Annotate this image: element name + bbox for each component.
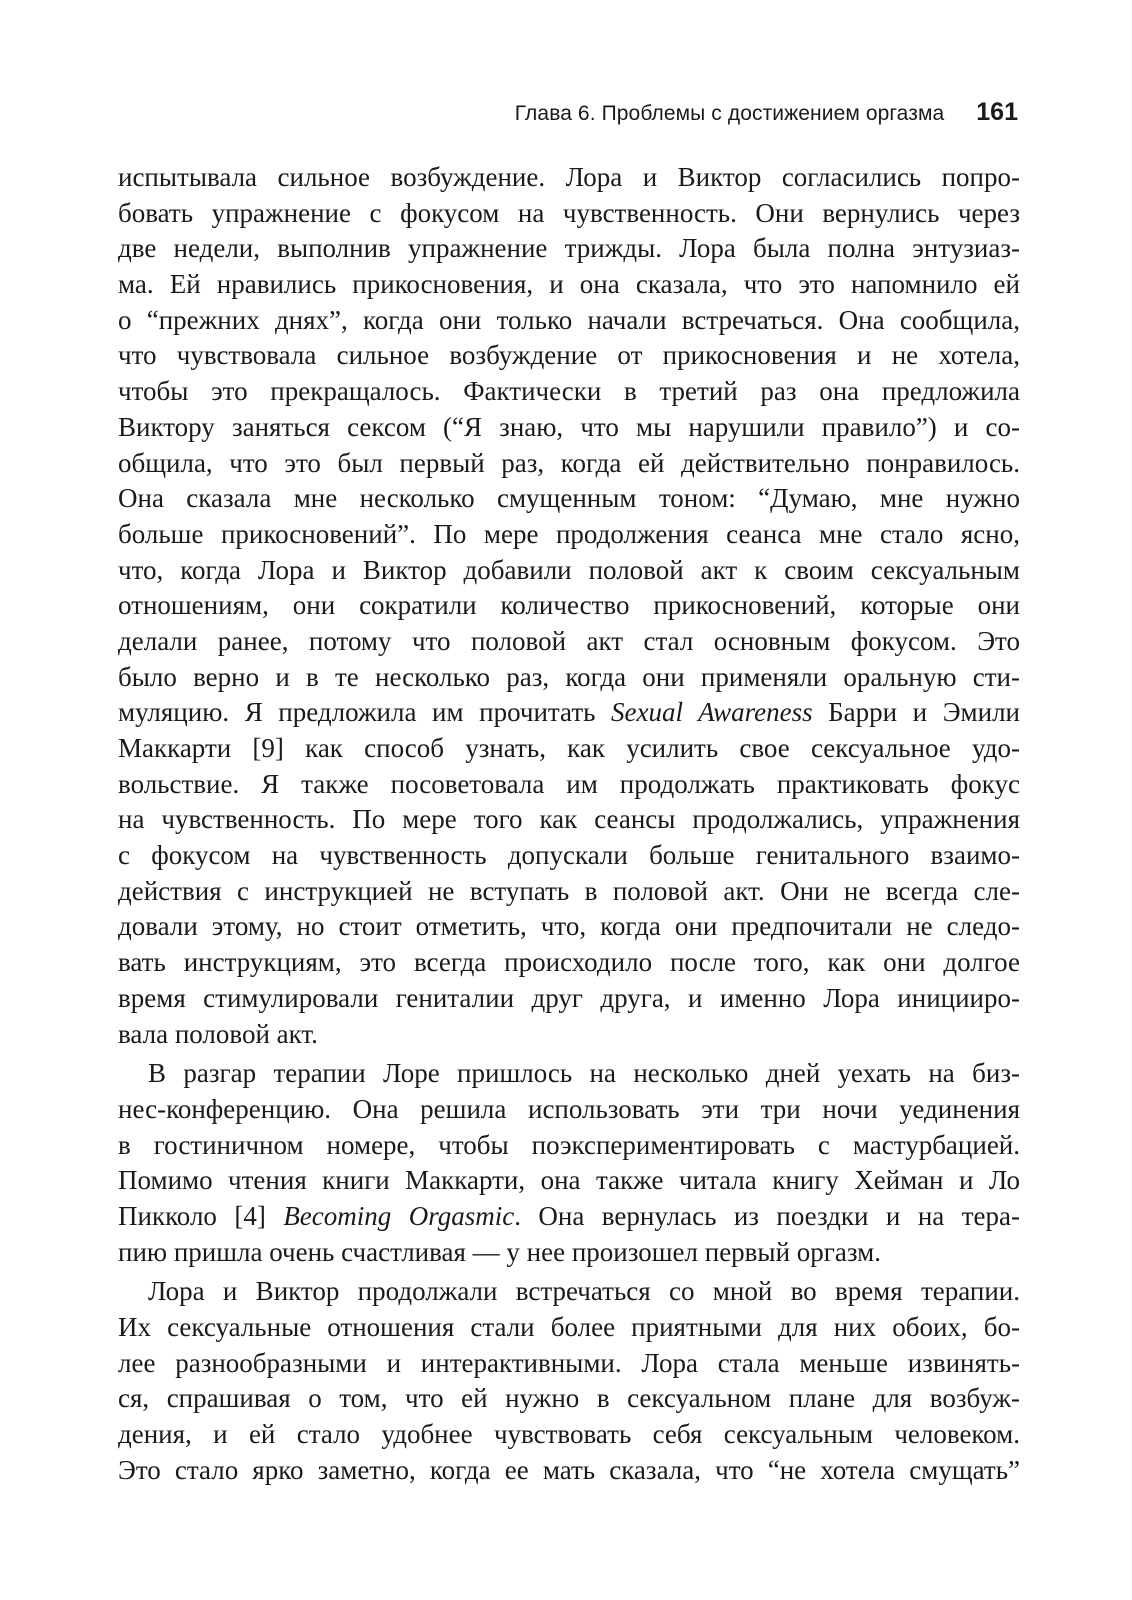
text-run: ма. Ей нравились прикосновения, и она сказала, что это напомнило ей (118, 269, 1020, 300)
text-run: Пикколо [4] (118, 1200, 284, 1231)
text-line (118, 1235, 1020, 1271)
text-run: чтобы это прекращалось. Фактически в третий раз она предложила (118, 376, 1020, 407)
text-line (118, 481, 1020, 517)
text-run: делали ранее, потому что половой акт стал основным фокусом. Это (118, 625, 1020, 656)
text-line (118, 1417, 1020, 1453)
paragraph (118, 1056, 1020, 1270)
text-line (118, 196, 1020, 232)
text-line (118, 1310, 1020, 1346)
text-run: вала половой акт. (118, 1018, 318, 1049)
text-run: Помимо чтения книги Маккарти, она также читала книгу Хейман и Ло (118, 1165, 1020, 1196)
running-header (118, 98, 1018, 138)
text-line (118, 553, 1020, 589)
text-line (118, 267, 1020, 303)
text-line (118, 909, 1020, 945)
paragraph (118, 1274, 1020, 1488)
text-run: что чувствовала сильное возбуждение от прикосновения и не хотела, (118, 340, 1020, 371)
text-run: в гостиничном номере, чтобы поэкспериментировать с мастурбацией. (118, 1129, 1020, 1160)
text-run: нес-конференцию. Она решила использовать эти три ночи уединения (118, 1093, 1020, 1124)
text-line (118, 1453, 1020, 1489)
text-run: две недели, выполнив упражнение трижды. Лора была полна энтузиаз- (118, 233, 1020, 264)
text-line (118, 338, 1020, 374)
running-title: Глава 6. Проблемы с достижением оргазма (514, 102, 945, 125)
text-line (118, 981, 1020, 1017)
text-run: Виктору заняться сексом (“Я знаю, что мы нарушили правило”) и со- (118, 411, 1020, 442)
text-run: вольствие. Я также посоветовала им продолжать практиковать фокус (118, 768, 1020, 799)
text-run: отношениям, они сократили количество прикосновений, которые они (118, 590, 1020, 621)
text-run: ся, спрашивая о том, что ей нужно в сексуальном плане для возбуж- (118, 1383, 1020, 1414)
text-line (118, 945, 1020, 981)
page-number: 161 (976, 98, 1018, 126)
text-line (118, 374, 1020, 410)
text-line (118, 767, 1020, 803)
text-run: время стимулировали гениталии друг друга, и именно Лора иницииро- (118, 982, 1020, 1013)
text-run: Лора и Виктор продолжали встречаться со мной во время терапии. (148, 1276, 1020, 1307)
text-run: муляцию. Я предложила им прочитать (118, 697, 612, 728)
text-run: Их сексуальные отношения стали более приятными для них обоих, бо- (118, 1312, 1020, 1342)
text-line (118, 1128, 1020, 1164)
text-line (118, 1346, 1020, 1382)
text-run: Она сказала мне несколько смущенным тоном: “Думаю, мне нужно (118, 483, 1020, 514)
text-run: довали этому, но стоит отметить, что, когда они предпочитали не следо- (118, 911, 1020, 942)
text-line (118, 1017, 1020, 1053)
text-line (118, 695, 1020, 731)
text-line (118, 874, 1020, 910)
text-run: с фокусом на чувственность допускали больше генитального взаимо- (118, 840, 1020, 871)
text-run: лее разнообразными и интерактивными. Лора стала меньше извинять- (118, 1347, 1020, 1378)
text-line (118, 660, 1020, 696)
text-run: вать инструкциям, это всегда происходило после того, как они долгое (118, 947, 1020, 978)
text-run: о “прежних днях”, когда они только начали встречаться. Она сообщила, (118, 304, 1020, 335)
text-run: больше прикосновений”. По мере продолжения сеанса мне стало ясно, (118, 518, 1020, 549)
text-line (118, 1381, 1020, 1417)
text-line (118, 838, 1020, 874)
text-run: на чувственность. По мере того как сеансы продолжались, упражнения (118, 804, 1020, 835)
text-run: дения, и ей стало удобнее чувствовать себя сексуальным человеком. (118, 1419, 1020, 1450)
text-line (118, 517, 1020, 553)
text-line (118, 410, 1020, 446)
text-run: Маккарти [9] как способ узнать, как усилить свое сексуальное удо- (118, 733, 1020, 763)
text-line (118, 1163, 1020, 1199)
text-run: . Она вернулась из поездки и на тера- (514, 1200, 1020, 1231)
text-line (118, 160, 1020, 196)
text-line (118, 231, 1020, 267)
text-run: пию пришла очень счастливая — у нее произошел первый оргазм. (118, 1236, 881, 1267)
paragraph (118, 160, 1020, 1052)
text-line (118, 731, 1020, 767)
text-line (118, 303, 1020, 339)
text-run: что, когда Лора и Виктор добавили половой акт к своим сексуальным (118, 554, 1020, 585)
text-run: Барри и Эмили (812, 697, 1020, 728)
text-line (118, 588, 1020, 624)
text-run: было верно и в те несколько раз, когда они применяли оральную сти- (118, 661, 1020, 692)
text-line (118, 446, 1020, 482)
text-line (118, 1056, 1020, 1092)
text-line (118, 1092, 1020, 1128)
body-text (118, 160, 1020, 1488)
text-run: испытывала сильное возбуждение. Лора и Виктор согласились попро- (118, 162, 1020, 192)
text-run: В разгар терапии Лоре пришлось на несколько дней уехать на биз- (148, 1058, 1020, 1089)
text-run: бовать упражнение с фокусом на чувственность. Они вернулись через (118, 197, 1020, 228)
text-run: действия с инструкцией не вступать в половой акт. Они не всегда сле- (118, 875, 1020, 906)
book-title: Becoming Orgasmic (283, 1200, 515, 1231)
text-line (118, 1199, 1020, 1235)
text-line (118, 802, 1020, 838)
text-line (118, 624, 1020, 660)
book-title: Sexual Awareness (611, 697, 813, 728)
text-line (118, 1274, 1020, 1310)
text-run: общила, что это был первый раз, когда ей действительно понравилось. (118, 447, 1020, 478)
text-run: Это стало ярко заметно, когда ее мать сказала, что “не хотела смущать” (118, 1454, 1020, 1485)
